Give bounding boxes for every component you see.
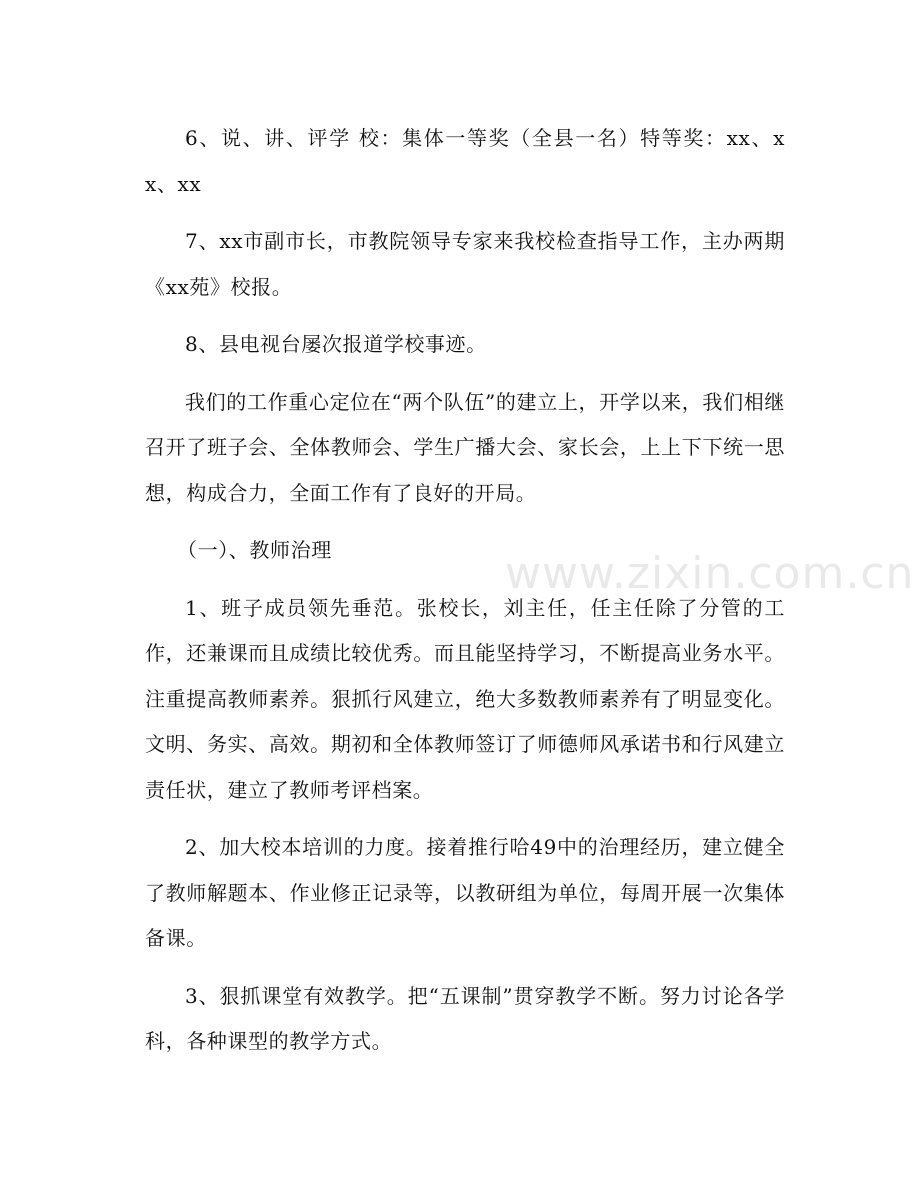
- section-heading-teacher-management: （一）、教师治理: [177, 538, 332, 562]
- paragraph-item-6: 6、说、讲、评学 校：集体一等奖（全县一名）特等奖：xx、xx、xx: [145, 126, 785, 196]
- paragraph-point-1: 1、班子成员领先垂范。张校长，刘主任，任主任除了分管的工作，还兼课而且成绩比较优秀。而且能坚持学习，不断提高业务水平。注重提高教师素养。狠抓行风建立，绝大多数教师素养有了明显变化。文明、务实、高效。期初和全体教师签订了师德师风承诺书和行风建立责任状，建立了教师考评档案。: [145, 595, 785, 802]
- paragraph-work-focus: 我们的工作重心定位在“两个队伍”的建立上，开学以来，我们相继召开了班子会、全体教师会、学生广播大会、家长会，上上下下统一思想，构成合力，全面工作有了良好的开局。: [145, 389, 785, 505]
- paragraph-item-7: 7、xx市副市长，市教院领导专家来我校检查指导工作，主办两期《xx苑》校报。: [145, 229, 785, 299]
- paragraph-item-8: 8、县电视台屡次报道学校事迹。: [185, 332, 487, 356]
- paragraph-point-3: 3、狠抓课堂有效教学。把“五课制”贯穿教学不断。努力讨论各学科，各种课型的教学方式。: [145, 983, 785, 1053]
- document-body: [145, 116, 785, 1077]
- paragraph-point-2: 2、加大校本培训的力度。接着推行哈49中的治理经历，建立健全了教师解题本、作业修正记录等，以教研组为单位，每周开展一次集体备课。: [145, 835, 785, 950]
- watermark-text: www.zixin.com.cn: [505, 548, 915, 599]
